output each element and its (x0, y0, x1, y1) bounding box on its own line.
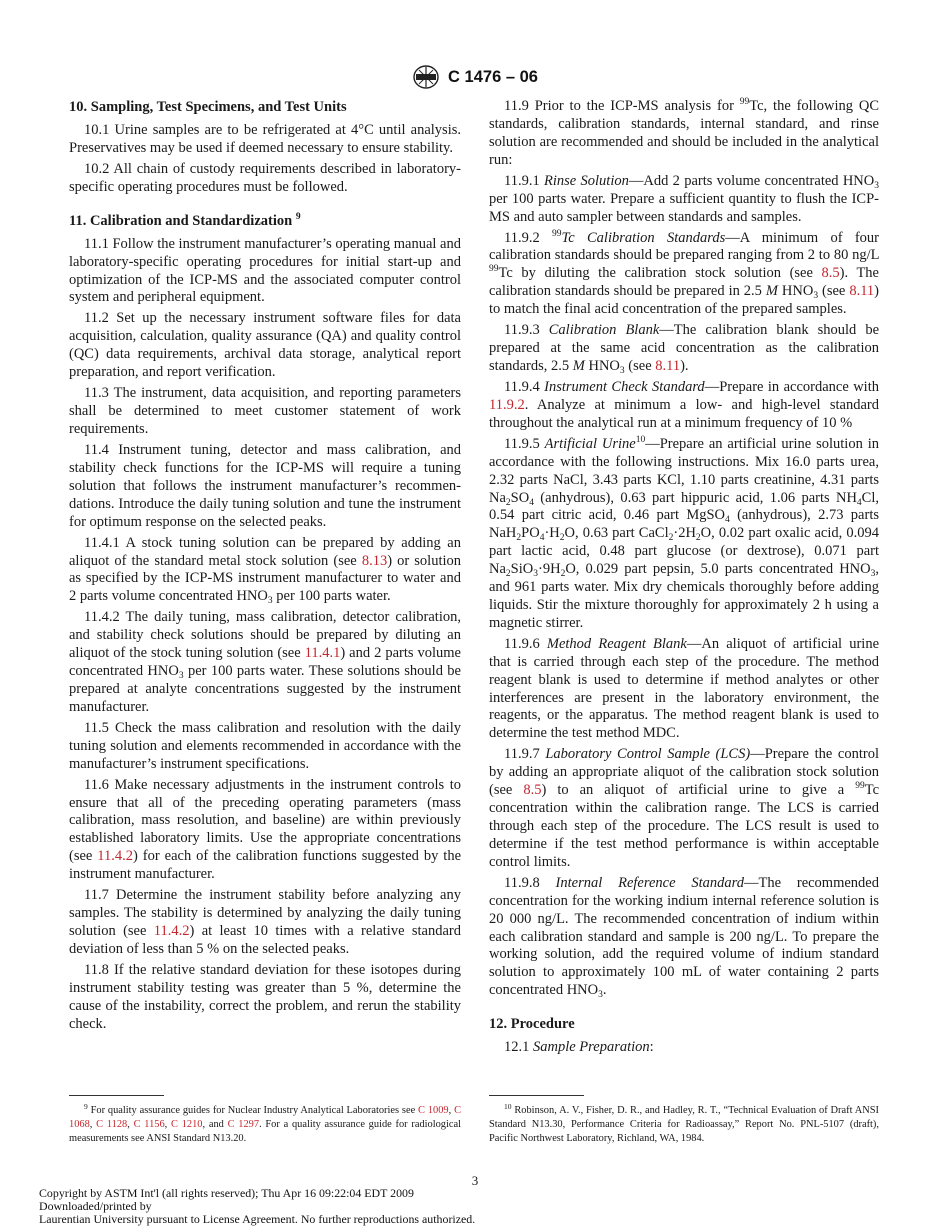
link-8-11[interactable]: 8.11 (655, 357, 681, 374)
link-11-4-1[interactable]: 11.4.1 (304, 645, 341, 662)
section-12-heading: 12. Procedure (489, 1016, 575, 1033)
footnote-10: $^{10}$ Robinson, A. V., Fisher, D. R., and Hadley, R. T., “Technical Evaluation of Draft ANSI Standard N13.30, Performance Criteria for Radioassay,” Report No. PNL-5107 (draft), Pacific Northwest Laboratory, Richland, WA, 1984. (489, 1102, 879, 1145)
paragraph-11-9-4: 11.9.4 Instrument Check Standard—Prepare in accordance with 11.9.2. Analyze at minimum a low- and high-level standard throughout the analytical run at a minimum frequency of 10 % (489, 378, 879, 431)
paragraph-11-8: 11.8 If the relative standard deviation for these isotopes during instrument stability testing was greater than 5 %, determine the cause of the instability, correct the problem, and rerun the stability check. (69, 961, 461, 1032)
paragraph-11-9-2: 11.9.2 $^{99}$Tc Calibration Standards—A minimum of four calibration standards should be prepared ranging from 2 to 80 ng/L $^{99}$Tc by diluting the calibration stock solution (see 8.5). The calibration standards should be prepared in 2.5 M $HNO_3$ (see 8.11) to match the final acid concentration of the prepared samples. (489, 228, 880, 318)
paragraph-11-9-1: 11.9.1 Rinse Solution—Add 2 parts volume concentrated $HNO_3$ per 100 parts water. Prepare a sufficient quantity to flush the ICP-MS and auto sampler between standards and samples. (489, 172, 879, 225)
paragraph-10-2: 10.2 All chain of custody requirements described in laboratory-specific operating procedures must be followed. (69, 160, 461, 195)
paragraph-11-9-3: 11.9.3 Calibration Blank—The calibration blank should be prepared at the same acid concentration as the calibration standards, 2.5 M $HNO_3$ (see 8.11). (489, 322, 880, 376)
standard-designation: C 1476 – 06 (448, 67, 538, 86)
section-10-heading: 10. Sampling, Test Specimens, and Test Units (69, 99, 347, 115)
link-8-13[interactable]: 8.13 (361, 552, 388, 569)
right-column (489, 98, 879, 1060)
page-header (0, 64, 950, 90)
paragraph-11-4-1: 11.4.1 A stock tuning solution can be prepared by adding an aliquot of the standard metal stock solution (see 8.13) or solution as specified by the ICP-MS instrument manufacturer to water and 2 parts volume concentrated $HNO_3$ per 100 parts water. (69, 534, 462, 607)
link-8-5[interactable]: 8.5 (821, 265, 840, 282)
footnote-rule-right (489, 1095, 584, 1096)
paragraph-11-2: 11.2 Set up the necessary instrument software files for data acquisition, calculation, quality assurance (QA) and quality control (QC) data requirements, archival data storage, analytical report preparation, and report verification. (69, 310, 461, 381)
paragraph-12-1: 12.1 Sample Preparation: (504, 1039, 654, 1056)
link-c1009[interactable]: C 1009 (418, 1105, 449, 1116)
footnote-9: $^9$ For quality assurance guides for Nuclear Industry Analytical Laboratories see C 1009, C 1068, C 1128, C 1156, C 1210, and C 1297. For a quality assurance guide for radiological measurements see ANSI Standard N13.20. (69, 1102, 462, 1145)
link-c1128[interactable]: C 1128 (96, 1119, 128, 1131)
paragraph-11-6: 11.6 Make necessary adjustments in the instrument controls to ensure that all of the preceding operating parameters (mass calibration, mass resolution, and baseline) are within previously established laboratory limits. Use the appropriate concentrations (see 11.4.2) for each of the calibration functions suggested by the instrument manufacturer. (69, 776, 462, 883)
paragraph-11-9-7: 11.9.7 Laboratory Control Sample (LCS)—Prepare the control by adding an appropriate aliquot of the calibration stock solution (see 8.5) to an aliquot of artificial urine to give a $^{99}$Tc concentration within the calibration range. The LCS is carried through each step of the procedure. The LCS result is used to determine if the test method performance is within acceptable control limits. (489, 746, 880, 870)
paragraph-11-4: 11.4 Instrument tuning, detector and mass calibration, and stability check functions for the ICP-MS will require a tuning solution that follows the instrument manufacturer’s recommendations. Introduce the daily tuning solution and tune the instrument for optimum response on the selected peaks. (69, 441, 461, 530)
footnote-ref-9[interactable]: 9 (295, 211, 301, 222)
paragraph-11-1: 11.1 Follow the instrument manufacturer’s operating manual and laboratory-specific operating procedures for initial start-up and optimization of the ICP-MS and the associated computer control system and peripheral equipment. (69, 235, 461, 306)
page-number: 3 (471, 1173, 479, 1188)
paragraph-10-1: 10.1 Urine samples are to be refrigerated at 4°C until analysis. Preservatives may be used if deemed necessary to ensure stability. (69, 122, 461, 156)
link-11-4-2[interactable]: 11.4.2 (153, 923, 190, 939)
link-c1156[interactable]: C 1156 (133, 1119, 165, 1131)
paragraph-11-9-6: 11.9.6 Method Reagent Blank—An aliquot of artificial urine that is carried through each step of the procedure. The method reagent blank is used to determine if method analytes or other interferences are present in the laboratory environment, the reagents, or the apparatus. The method reagent blank is used to determine the test method MDC. (489, 635, 880, 742)
paragraph-11-4-2: 11.4.2 The daily tuning, mass calibration, detector calibration, and stability check solutions should be prepared by diluting an aliquot of the stock tuning solution (see 11.4.1) and 2 parts volume concentrated $HNO_3$ per 100 parts water. These solutions should be prepared at analyte concentrations suggested by the instrument manufacturer. (69, 609, 461, 715)
paragraph-11-3: 11.3 The instrument, data acquisition, and reporting parameters shall be determined to meet customer statement of work requirements. (69, 385, 461, 437)
link-11-4-2[interactable]: 11.4.2 (97, 848, 134, 865)
copyright-line-1: Copyright by ASTM Int'l (all rights reserved); Thu Apr 16 09:22:04 EDT 2009 (39, 1186, 414, 1200)
paragraph-11-9: 11.9 Prior to the ICP-MS analysis for $^{99}$Tc, the following QC standards, calibration standards, internal standard, and rinse solution are recommended and should be included in the analytical run: (489, 97, 879, 168)
paragraph-11-7: 11.7 Determine the instrument stability before analyzing any samples. The stability is determined by analyzing the daily tuning solution (see 11.4.2) at least 10 times with a relative standard deviation of less than 5 % on the selected peaks. (69, 887, 461, 957)
paragraph-11-5: 11.5 Check the mass calibration and resolution with the daily tuning solution and elements recommended in accordance with the manufacturer’s instrument specifications. (69, 719, 461, 772)
footnote-ref-10[interactable]: 10 (635, 434, 646, 445)
link-c1068[interactable]: C 1068 (69, 1105, 461, 1131)
paragraph-11-9-5: 11.9.5 Artificial Urine$^{10}$—Prepare an artificial urine solution in accordance with the following instructions. Mix 16.0 parts urea, 2.32 parts NaCl, 3.43 parts KCl, 1.10 parts creatinine, 4.31 parts $Na_2SO_4$ (anhydrous), 0.63 part hippuric acid, 1.06 parts $NH_4Cl$, 0.54 part citric acid, 0.46 part MgSO$_4$ (anhydrous), 2.73 parts $NaH_2PO_4\cdot H_2O$, 0.63 part $CaCl_2\cdot 2H_2O$, 0.02 part oxalic acid, 0.094 part lactic acid, 0.48 part glucose (or dextrose), 0.071 part $Na_2SiO_3\cdot 9H_2O$, 0.029 part pepsin, 5.0 parts concentrated $HNO_3$, and 961 parts water. Mix dry chemicals thoroughly before adding liquids. Stir the mixture thoroughly for approximately 2 h using a magnetic stirrer. (489, 434, 880, 631)
astm-logo-icon (412, 64, 440, 90)
link-c1297[interactable]: C 1297 (227, 1119, 260, 1131)
copyright-notice (39, 1187, 475, 1226)
link-c1210[interactable]: C 1210 (171, 1119, 203, 1131)
copyright-line-3: Laurentian University pursuant to License Agreement. No further reproductions authorized. (39, 1212, 476, 1227)
link-8-11[interactable]: 8.11 (849, 283, 875, 300)
section-11-heading: 11. Calibration and Standardization $^9$ (69, 211, 301, 229)
link-11-9-2[interactable]: 11.9.2 (489, 396, 525, 413)
paragraph-11-9-8: 11.9.8 Internal Reference Standard—The recommended concentration for the working indium internal reference solution is 20 000 ng/L. The recommended concentration of indium within each calibration standard and sample is 200 ng/L. To prepare the working solution, add the required volume of indium standard solution to approximately 100 mL of water containing 2 parts concentrated $HNO_3$. (489, 874, 879, 1001)
link-8-5[interactable]: 8.5 (523, 782, 542, 799)
copyright-line-2: Downloaded/printed by (39, 1199, 152, 1214)
footnote-rule-left (69, 1095, 164, 1096)
left-column (69, 98, 461, 1037)
